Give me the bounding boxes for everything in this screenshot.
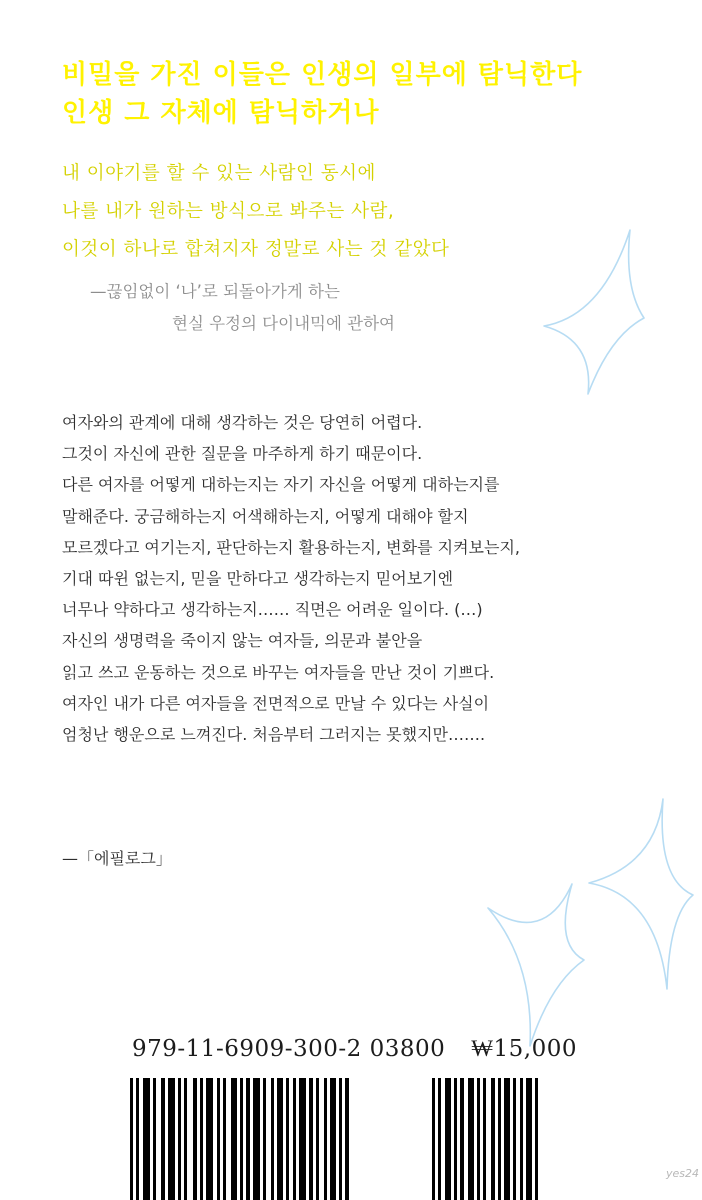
barcode-bar	[223, 1078, 226, 1200]
barcode-bar	[184, 1078, 187, 1200]
barcode-bar	[504, 1078, 510, 1200]
body-line: 말해준다. 궁금해하는지 어색해하는지, 어떻게 대해야 할지	[62, 506, 469, 526]
barcode-addon	[432, 1078, 570, 1200]
barcode-bar	[153, 1078, 156, 1200]
barcode-bar	[293, 1078, 296, 1200]
attribution-line: 현실 우정의 다이내믹에 관하여	[172, 314, 395, 333]
barcode-bar	[316, 1078, 319, 1200]
barcode-bar	[178, 1078, 181, 1200]
headline-line: 비밀을 가진 이들은 인생의 일부에 탐닉한다	[62, 60, 583, 90]
excerpt-body	[62, 407, 520, 750]
barcode-bar	[299, 1078, 306, 1200]
body-line: 다른 여자를 어떻게 대하는지는 자기 자신을 어떻게 대하는지를	[62, 475, 500, 495]
attribution-line: —끊임없이 ‘나’로 되돌아가게 하는	[90, 282, 340, 301]
barcode-bar	[231, 1078, 237, 1200]
quote-line: 나를 내가 원하는 방식으로 봐주는 사람,	[62, 201, 395, 222]
barcode-bar	[438, 1078, 441, 1200]
headline	[62, 56, 582, 132]
price: ₩15,000	[471, 1036, 577, 1062]
epilogue-source: —「에필로그」	[62, 849, 172, 868]
barcode-bar	[345, 1078, 349, 1200]
barcode-bar	[263, 1078, 266, 1200]
body-line: 여자와의 관계에 대해 생각하는 것은 당연히 어렵다.	[62, 413, 423, 432]
barcode-bar	[193, 1078, 197, 1200]
sparkle-icon	[530, 228, 648, 398]
body-line: 그것이 자신에 관한 질문을 마주하게 하기 때문이다.	[62, 444, 423, 464]
barcode-bar	[460, 1078, 464, 1200]
body-line: 엄청난 행운으로 느껴진다. 처음부터 그러지는 못했지만…….	[62, 725, 486, 745]
body-line: 기대 따윈 없는지, 믿을 만하다고 생각하는지 믿어보기엔	[62, 569, 454, 589]
barcode-bar	[286, 1078, 289, 1200]
barcode-bar	[136, 1078, 139, 1200]
barcode-bar	[491, 1078, 495, 1200]
sparkle-icon	[480, 880, 590, 1050]
watermark: yes24	[666, 1167, 700, 1180]
barcode-bar	[271, 1078, 274, 1200]
barcode-bar	[143, 1078, 150, 1200]
barcode-bar	[432, 1078, 435, 1200]
barcode-bar	[324, 1078, 327, 1200]
quote-line: 내 이야기를 할 수 있는 사람인 동시에	[62, 163, 376, 184]
barcode-bar	[330, 1078, 336, 1200]
barcode-bar	[206, 1078, 213, 1200]
barcode-bar	[130, 1078, 133, 1200]
barcode-bar	[240, 1078, 243, 1200]
headline-line: 인생 그 자체에 탐닉하거나	[62, 98, 380, 128]
isbn-number: 979-11-6909-300-2 03800	[132, 1036, 446, 1062]
barcode-bar	[277, 1078, 283, 1200]
quote-line: 이것이 하나로 합쳐지자 정말로 사는 것 같았다	[62, 239, 450, 260]
barcode-bar	[161, 1078, 165, 1200]
barcode-bar	[526, 1078, 532, 1200]
body-line: 모르겠다고 여기는지, 판단하는지 활용하는지, 변화를 지켜보는지,	[62, 537, 521, 557]
barcode-bar	[200, 1078, 203, 1200]
pull-quote	[62, 155, 449, 269]
body-line: 너무나 약하다고 생각하는지…… 직면은 어려운 일이다. (…)	[62, 600, 483, 620]
barcode-bar	[217, 1078, 220, 1200]
barcode-bar	[253, 1078, 260, 1200]
isbn-price-line	[132, 1036, 577, 1062]
barcode-bar	[498, 1078, 501, 1200]
sparkle-icon	[585, 795, 697, 995]
barcode-bar	[309, 1078, 313, 1200]
body-line: 자신의 생명력을 죽이지 않는 여자들, 의문과 불안을	[62, 631, 423, 651]
barcode-bar	[535, 1078, 538, 1200]
barcode-bar	[483, 1078, 486, 1200]
body-line: 여자인 내가 다른 여자들을 전면적으로 만날 수 있다는 사실이	[62, 693, 490, 713]
barcode-bar	[520, 1078, 523, 1200]
quote-attribution	[90, 276, 395, 340]
barcode-bar	[246, 1078, 250, 1200]
barcode-bar	[339, 1078, 342, 1200]
barcode-bar	[445, 1078, 451, 1200]
barcode-bar	[513, 1078, 516, 1200]
barcode	[130, 1078, 410, 1200]
barcode-bar	[477, 1078, 480, 1200]
barcode-bar	[468, 1078, 474, 1200]
barcode-bar	[454, 1078, 457, 1200]
body-line: 읽고 쓰고 운동하는 것으로 바꾸는 여자들을 만난 것이 기쁘다.	[62, 662, 495, 682]
barcode-bar	[168, 1078, 175, 1200]
